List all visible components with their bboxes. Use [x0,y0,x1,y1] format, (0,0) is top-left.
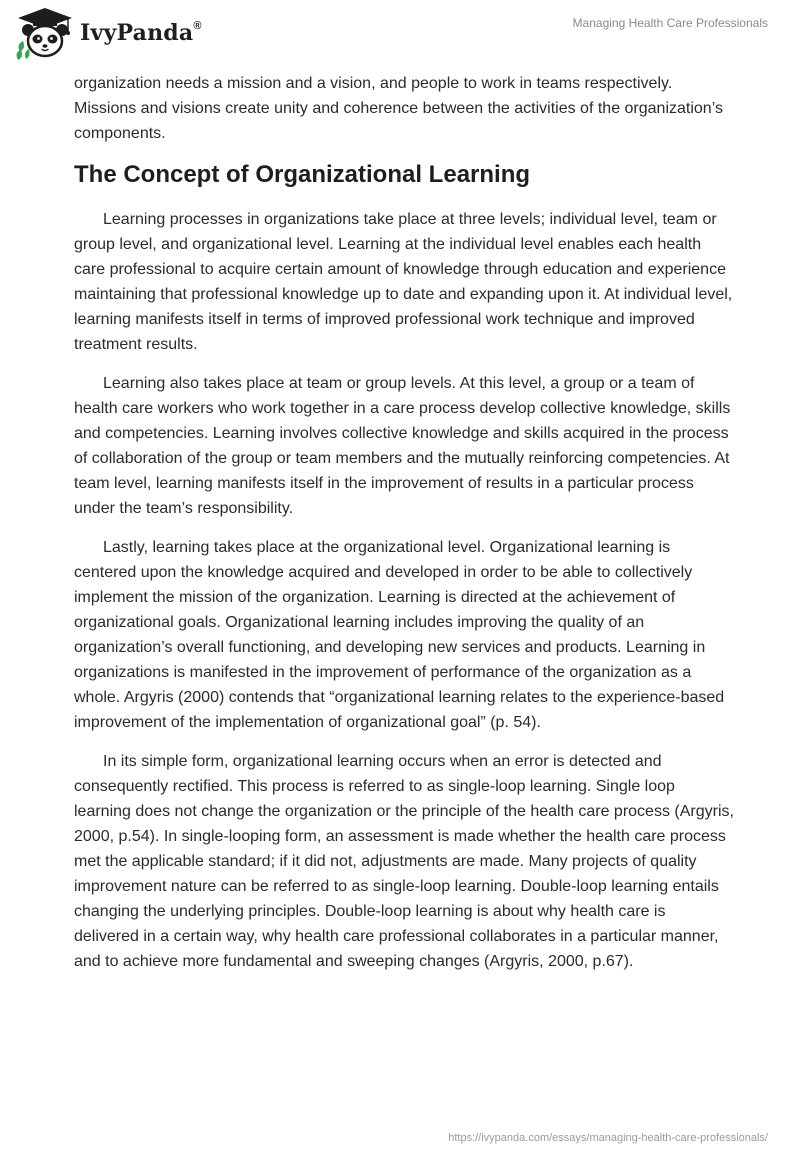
brand-label: IvyPanda [80,20,194,46]
brand-name[interactable] [80,20,202,46]
page-header [0,0,800,70]
registered-mark: ® [193,19,202,32]
body-paragraph-1: Learning processes in organizations take place at three levels; individual level, team or group level, and organizational level. Learning at the individual level enables each health care professional to acquire certain amount of knowledge through education and experience maintaining that professional knowledge up to date and expanding upon it. At individual level, learning manifests itself in terms of improved professional work technique and improved treatment results. [74,211,733,353]
document-title: Managing Health Care Professionals [572,16,768,30]
section-heading: The Concept of Organizational Learning [74,161,531,188]
essay-content [74,71,734,988]
intro-paragraph: organization needs a mission and a vision, and people to work in teams respectively. Missions and visions create unity and coherence between the activities of the organization’s components. [74,75,723,142]
panda-graduate-logo-icon[interactable] [14,6,76,62]
body-paragraph-3: Lastly, learning takes place at the organizational level. Organizational learning is centered upon the knowledge acquired and developed in order to be able to collectively implement the mission of the organization. Learning is directed at the achievement of organizational goals. Organizational learning includes improving the quality of an organization’s overall functioning, and developing new services and products. Learning in organizations is manifested in the improvement of performance of the organization as a whole. Argyris (2000) contends that “organizational learning relates to the experience-based improvement of the implementation of organizational goal” (p. 54). [74,539,725,731]
body-paragraph-2: Learning also takes place at team or group levels. At this level, a group or a team of health care workers who work together in a care process develop collective knowledge, skills and competencies. Learning involves collective knowledge and skills acquired in the process of collaboration of the group or team members and the mutually reinforcing competencies. At team level, learning manifests itself in the improvement of results in a particular process under the team’s responsibility. [74,375,731,517]
source-url[interactable]: https://ivypanda.com/essays/managing-health-care-professionals/ [448,1132,768,1144]
body-paragraph-4: In its simple form, organizational learning occurs when an error is detected and consequently rectified. This process is referred to as single-loop learning. Single loop learning does not change the organization or the principle of the health care process (Argyris, 2000, p.54). In single-looping form, an assessment is made whether the health care process met the applicable standard; if it did not, adjustments are made. Many projects of quality improvement nature can be referred to as single-loop learning. Double-loop learning entails changing the underlying principles. Double-loop learning is about why health care is delivered in a certain way, why health care professional collaborates in a particular manner, and to achieve more fundamental and sweeping changes (Argyris, 2000, p.67). [74,753,734,970]
